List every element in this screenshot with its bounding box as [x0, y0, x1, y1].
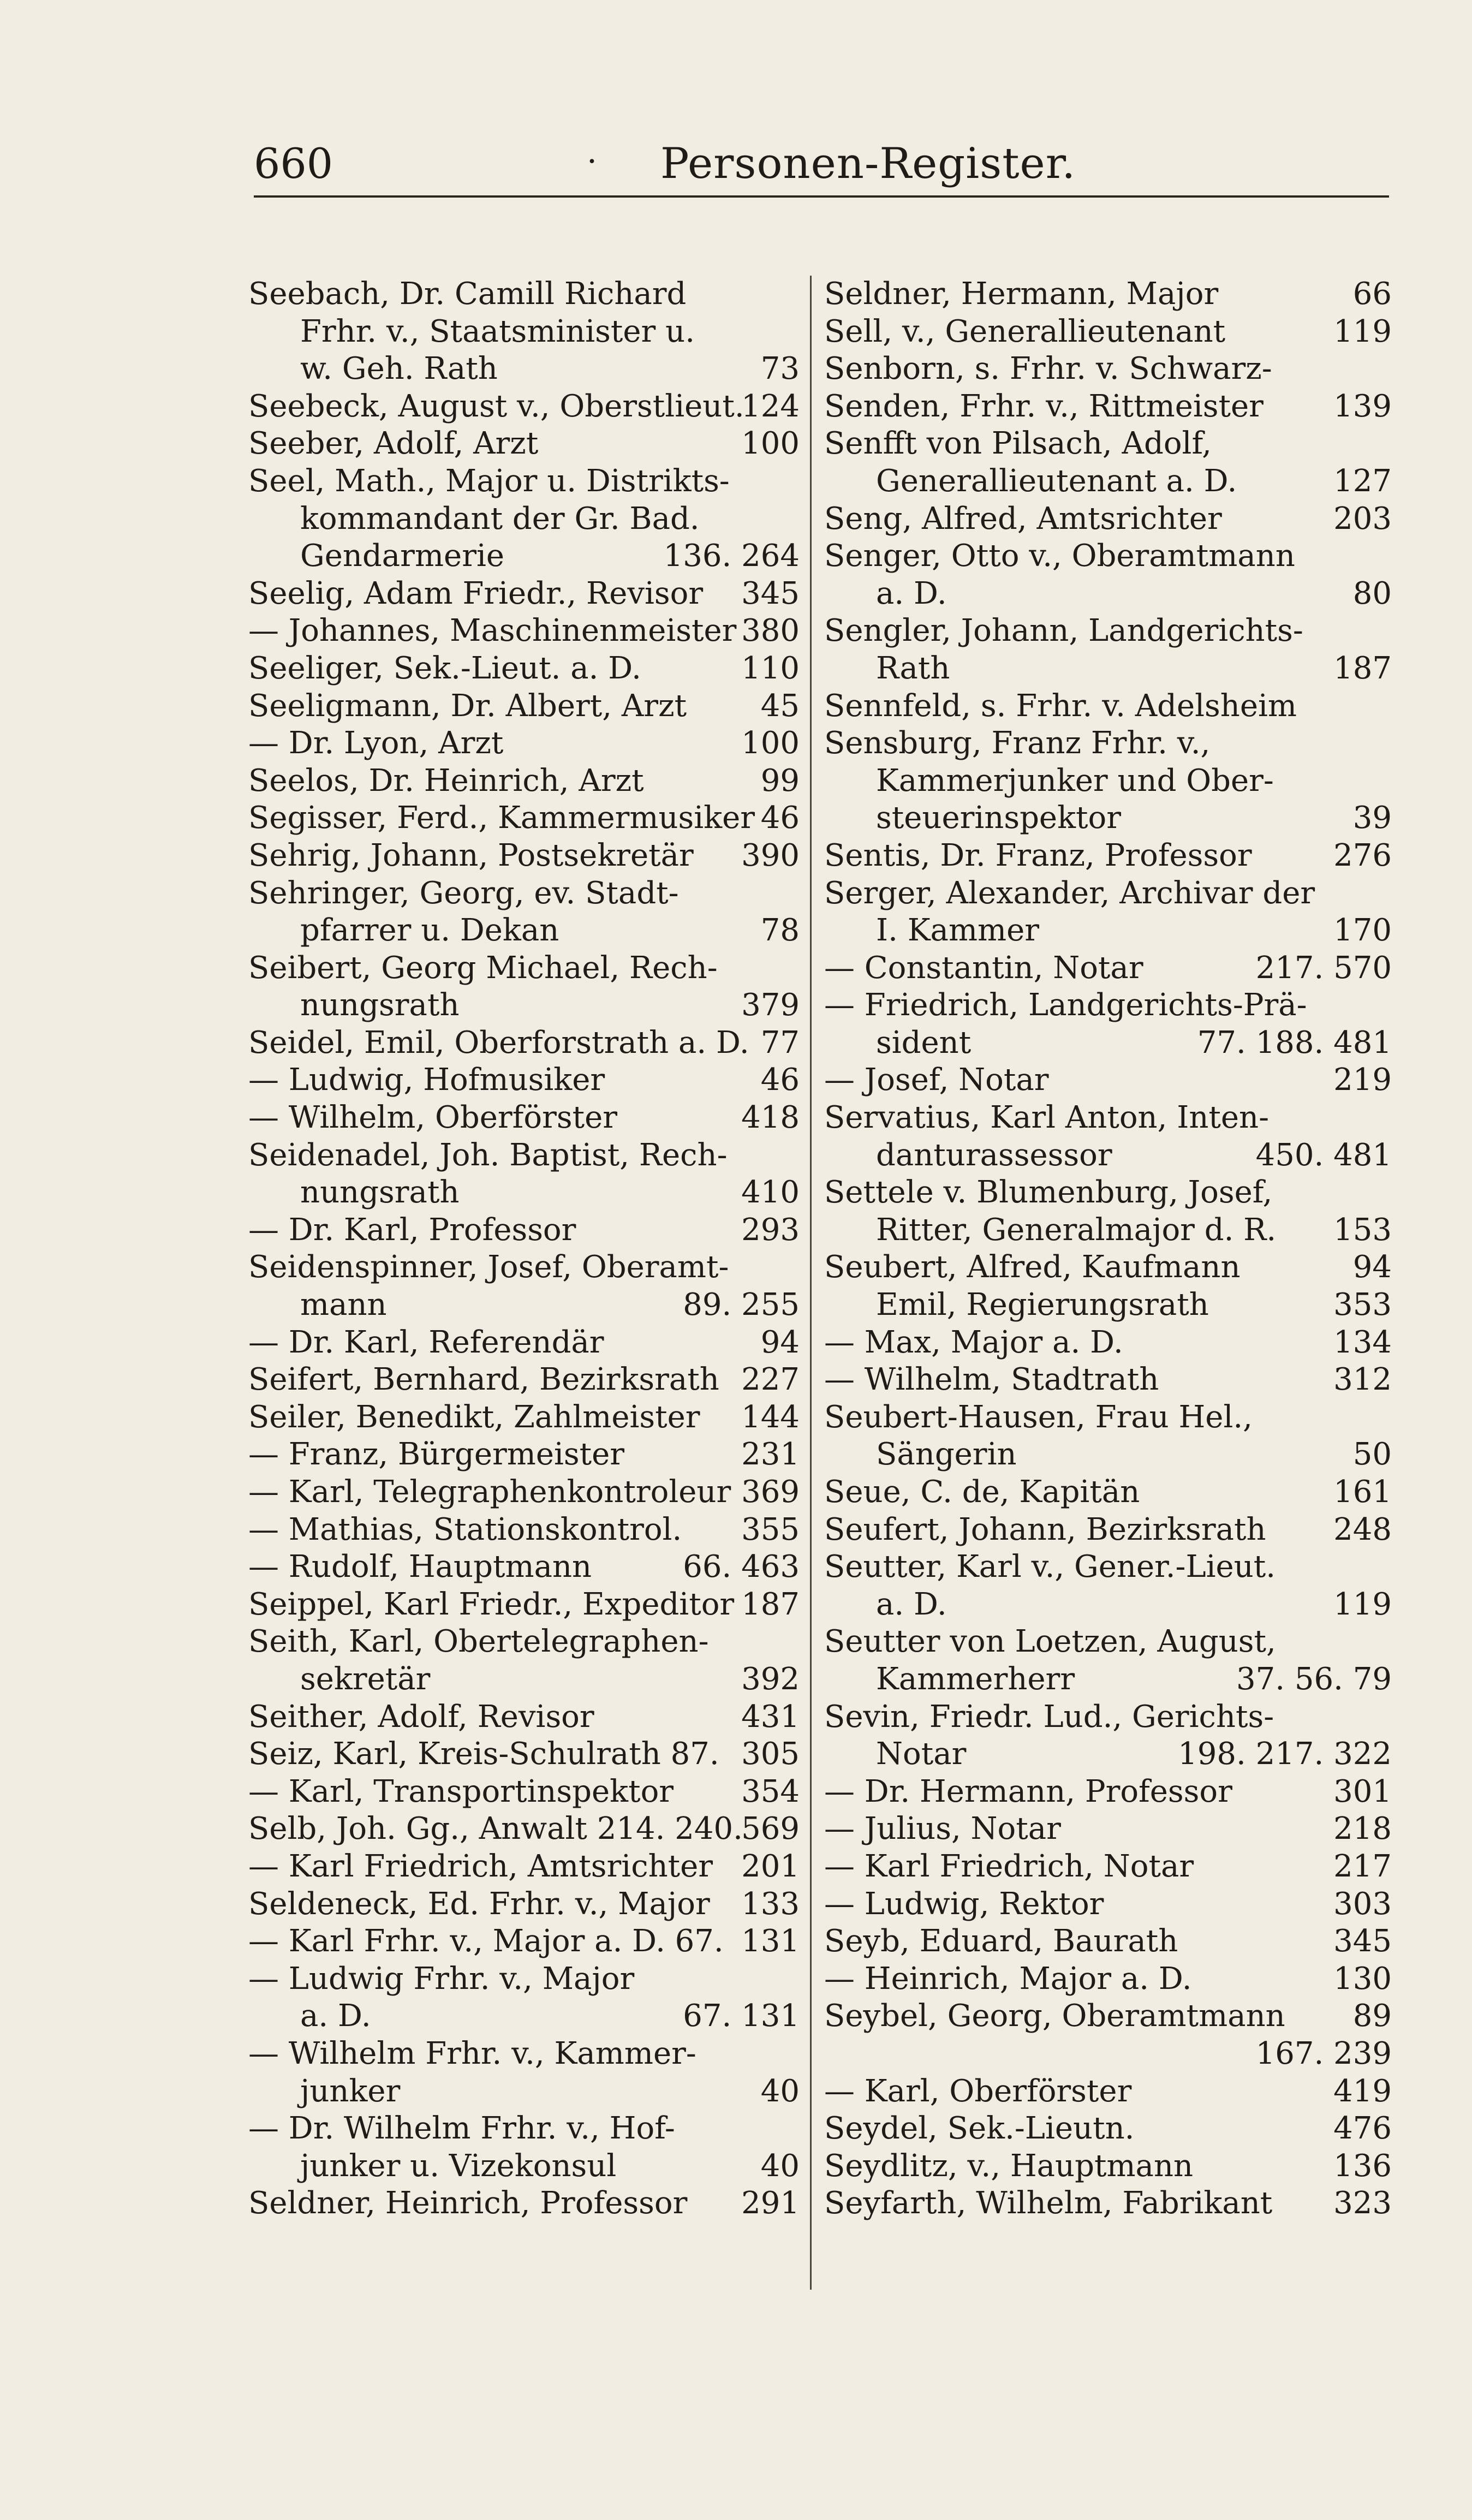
- index-entry-line: [248, 1773, 800, 1811]
- page-references: 390: [741, 837, 800, 873]
- index-entry-line: [248, 875, 800, 913]
- page-references: 136: [1333, 2148, 1392, 2184]
- page-references: 40: [760, 2073, 800, 2109]
- entry-text: — Constantin, Notar: [824, 950, 1143, 986]
- header-rule: [254, 195, 1389, 198]
- index-entry-line: [248, 1998, 800, 2035]
- entry-text: — Wilhelm, Oberförster: [248, 1100, 618, 1136]
- index-entry-line: [248, 2148, 800, 2185]
- page-references: 170: [1333, 913, 1392, 949]
- page-references: 78: [760, 913, 800, 949]
- entry-text: — Wilhelm, Stadtrath: [824, 1362, 1159, 1398]
- index-entry-line: [248, 1661, 800, 1699]
- page-references: 345: [1333, 1923, 1392, 1959]
- index-entry-line: [824, 1511, 1392, 1549]
- index-entry-line: [824, 425, 1392, 463]
- entry-text: — Friedrich, Landgerichts-Prä-: [824, 987, 1307, 1023]
- index-entry-line: [824, 463, 1392, 501]
- index-entry-line: [248, 1886, 800, 1923]
- page-references: 419: [1333, 2073, 1392, 2109]
- page-references: 40: [760, 2148, 800, 2184]
- entry-text: Seidenspinner, Josef, Oberamt-: [248, 1249, 729, 1285]
- entry-text: Servatius, Karl Anton, Inten-: [824, 1100, 1270, 1136]
- right-column: [824, 276, 1392, 2223]
- entry-text: — Karl Friedrich, Amtsrichter: [248, 1848, 713, 1884]
- index-entry-line: [824, 837, 1392, 875]
- entry-text: — Dr. Karl, Referendär: [248, 1324, 604, 1360]
- index-entry-line: [824, 1137, 1392, 1175]
- index-entry-line: [824, 575, 1392, 613]
- index-entry-line: [248, 1062, 800, 1099]
- page-references: 293: [741, 1212, 800, 1248]
- page-references: 67. 131: [683, 1998, 800, 2034]
- running-title: Personen-Register.: [660, 139, 1076, 188]
- page-references: 100: [741, 725, 800, 761]
- entry-text: Senborn, s. Frhr. v. Schwarz-: [824, 351, 1272, 387]
- index-entry-line: [248, 1623, 800, 1661]
- page-references: 187: [1333, 650, 1392, 686]
- entry-text: — Ludwig, Rektor: [824, 1886, 1104, 1922]
- page-references: 139: [1333, 388, 1392, 424]
- index-entry-line: [248, 463, 800, 501]
- page-references: 50: [1352, 1437, 1392, 1473]
- index-entry-line: [824, 762, 1392, 800]
- page-references: 77. 188. 481: [1197, 1024, 1392, 1061]
- page-references: 201: [741, 1848, 800, 1884]
- index-entry-line: [248, 1324, 800, 1362]
- index-entry-line: [824, 1548, 1392, 1586]
- index-entry-line: [248, 2073, 800, 2111]
- page-references: 127: [1333, 463, 1392, 499]
- index-entry-line: [824, 1736, 1392, 1773]
- page-references: 66. 463: [683, 1549, 800, 1585]
- entry-text: Seidenadel, Joh. Baptist, Rech-: [248, 1137, 728, 1173]
- index-entry-line: [248, 762, 800, 800]
- entry-text: a. D.: [300, 1998, 371, 2034]
- index-entry-line: [248, 1699, 800, 1736]
- page-references: 392: [741, 1661, 800, 1697]
- page-references: 130: [1333, 1961, 1392, 1997]
- index-entry-line: [824, 2073, 1392, 2111]
- page-references: 131: [741, 1923, 800, 1959]
- entry-text: Seydlitz, v., Hauptmann: [824, 2148, 1194, 2184]
- index-entry-line: [824, 1586, 1392, 1624]
- index-entry-line: [248, 388, 800, 426]
- entry-text: Senger, Otto v., Oberamtmann: [824, 538, 1295, 574]
- entry-text: — Ludwig, Hofmusiker: [248, 1062, 605, 1098]
- index-entry-line: [824, 2148, 1392, 2185]
- entry-text: — Dr. Wilhelm Frhr. v., Hof-: [248, 2111, 675, 2147]
- index-entry-line: [248, 538, 800, 575]
- page-references: 354: [741, 1773, 800, 1809]
- index-entry-line: [248, 987, 800, 1024]
- index-entry-line: [824, 875, 1392, 913]
- index-entry-line: [824, 2185, 1392, 2223]
- page-references: 136. 264: [663, 538, 800, 574]
- entry-text: Seutter, Karl v., Gener.-Lieut.: [824, 1549, 1276, 1585]
- index-entry-line: [824, 2110, 1392, 2148]
- entry-text: Notar: [876, 1736, 967, 1772]
- index-entry-line: [824, 1773, 1392, 1811]
- index-entry-line: [824, 1174, 1392, 1212]
- index-entry-line: [248, 1736, 800, 1773]
- index-entry-line: [824, 1923, 1392, 1961]
- entry-text: — Josef, Notar: [824, 1062, 1049, 1098]
- index-entry-line: [248, 1212, 800, 1249]
- entry-text: — Dr. Hermann, Professor: [824, 1773, 1232, 1809]
- page-references: 355: [741, 1511, 800, 1547]
- index-entry-line: [248, 1286, 800, 1324]
- page-references: 89. 255: [683, 1287, 800, 1323]
- entry-text: pfarrer u. Dekan: [300, 913, 559, 949]
- index-entry-line: [824, 1436, 1392, 1474]
- index-entry-line: [824, 1623, 1392, 1661]
- page-references: 66: [1352, 276, 1392, 312]
- entry-text: a. D.: [876, 1586, 947, 1622]
- index-entry-line: [824, 313, 1392, 351]
- index-entry-line: [824, 688, 1392, 725]
- entry-text: Sensburg, Franz Frhr. v.,: [824, 725, 1211, 761]
- entry-text: Seydel, Sek.-Lieutn.: [824, 2111, 1135, 2147]
- entry-text: I. Kammer: [876, 913, 1040, 949]
- entry-text: Seyfarth, Wilhelm, Fabrikant: [824, 2185, 1273, 2221]
- entry-text: Seybel, Georg, Oberamtmann: [824, 1998, 1285, 2034]
- entry-text: danturassessor: [876, 1137, 1112, 1173]
- index-entry-line: [248, 1548, 800, 1586]
- page-references: 45: [760, 688, 800, 724]
- index-entry-line: [248, 2185, 800, 2223]
- page-references: 380: [741, 613, 800, 649]
- index-entry-line: [824, 388, 1392, 426]
- page-references: 217. 570: [1255, 950, 1392, 986]
- page-number: 660: [254, 139, 333, 188]
- entry-text: Seebach, Dr. Camill Richard: [248, 276, 687, 312]
- entry-text: Sevin, Friedr. Lud., Gerichts-: [824, 1699, 1274, 1735]
- page-references: 301: [1333, 1773, 1392, 1809]
- index-entry-line: [824, 1062, 1392, 1099]
- index-entry-line: [248, 1586, 800, 1624]
- page-references: 133: [741, 1886, 800, 1922]
- page-references: 39: [1352, 800, 1392, 836]
- index-entry-line: [824, 501, 1392, 538]
- entry-text: Seifert, Bernhard, Bezirksrath: [248, 1362, 719, 1398]
- entry-text: junker u. Vizekonsul: [300, 2148, 617, 2184]
- entry-text: Senden, Frhr. v., Rittmeister: [824, 388, 1264, 424]
- index-entry-line: [824, 1661, 1392, 1699]
- entry-text: Seufert, Johann, Bezirksrath: [824, 1511, 1266, 1547]
- entry-text: Sängerin: [876, 1437, 1017, 1473]
- page-references: 418: [741, 1100, 800, 1136]
- header-dot: ·: [587, 142, 598, 181]
- index-entry-line: [248, 688, 800, 725]
- page-references: 476: [1333, 2111, 1392, 2147]
- index-entry-line: [248, 425, 800, 463]
- entry-text: — Franz, Bürgermeister: [248, 1437, 625, 1473]
- entry-text: sekretär: [300, 1661, 431, 1697]
- page-references: 291: [741, 2185, 800, 2221]
- page-references: 110: [741, 650, 800, 686]
- entry-text: — Karl, Telegraphenkontroleur: [248, 1474, 731, 1510]
- entry-text: w. Geh. Rath: [300, 351, 498, 387]
- page-references: 450. 481: [1255, 1137, 1392, 1173]
- index-entry-line: [248, 950, 800, 987]
- page-references: 119: [1333, 313, 1392, 349]
- index-entry-line: [824, 1099, 1392, 1137]
- entry-text: Frhr. v., Staatsminister u.: [300, 313, 695, 349]
- index-entry-line: [824, 800, 1392, 837]
- index-entry-line: [248, 612, 800, 650]
- index-entry-line: [824, 1324, 1392, 1362]
- entry-text: Seiz, Karl, Kreis-Schulrath 87.: [248, 1736, 719, 1772]
- entry-text: — Rudolf, Hauptmann: [248, 1549, 592, 1585]
- entry-text: — Dr. Karl, Professor: [248, 1212, 576, 1248]
- index-entry-line: [248, 1399, 800, 1437]
- entry-text: Ritter, Generalmajor d. R.: [876, 1212, 1277, 1248]
- entry-text: — Max, Major a. D.: [824, 1324, 1123, 1360]
- index-entry-line: [248, 1810, 800, 1848]
- index-entry-line: [824, 1024, 1392, 1062]
- page-references: 431: [741, 1699, 800, 1735]
- index-entry-line: [248, 1137, 800, 1175]
- entry-text: Seith, Karl, Obertelegraphen-: [248, 1624, 709, 1660]
- entry-text: Seldeneck, Ed. Frhr. v., Major: [248, 1886, 710, 1922]
- entry-text: — Karl Frhr. v., Major a. D. 67.: [248, 1923, 724, 1959]
- index-entry-line: [248, 1099, 800, 1137]
- page-references: 227: [741, 1362, 800, 1398]
- index-entry-line: [824, 1286, 1392, 1324]
- entry-text: Selb, Joh. Gg., Anwalt 214. 240.: [248, 1811, 743, 1847]
- entry-text: — Karl, Transportinspektor: [248, 1773, 674, 1809]
- page-references: 46: [760, 1062, 800, 1098]
- entry-text: — Mathias, Stationskontrol.: [248, 1511, 682, 1547]
- index-entry-line: [824, 912, 1392, 950]
- index-entry-line: [248, 1024, 800, 1062]
- page-header: [254, 139, 1389, 188]
- entry-text: Seelig, Adam Friedr., Revisor: [248, 575, 704, 611]
- entry-text: Generallieutenant a. D.: [876, 463, 1237, 499]
- column-divider: [810, 276, 812, 2290]
- page-references: 569: [741, 1811, 800, 1847]
- page-references: 100: [741, 426, 800, 462]
- index-entry-line: [248, 1249, 800, 1286]
- index-entry-line: [824, 1212, 1392, 1249]
- page-references: 37. 56. 79: [1236, 1661, 1392, 1697]
- entry-text: sident: [876, 1024, 972, 1061]
- page-references: 410: [741, 1175, 800, 1211]
- index-entry-line: [248, 1511, 800, 1549]
- page-references: 94: [760, 1324, 800, 1360]
- page-references: 323: [1333, 2185, 1392, 2221]
- index-entry-line: [824, 1474, 1392, 1511]
- page-references: 124: [741, 388, 800, 424]
- index-entry-line: [824, 650, 1392, 688]
- entry-text: Seubert-Hausen, Frau Hel.,: [824, 1399, 1253, 1435]
- index-entry-line: [248, 2110, 800, 2148]
- entry-text: Sehrig, Johann, Postsekretär: [248, 837, 694, 873]
- page-references: 248: [1333, 1511, 1392, 1547]
- page-references: 203: [1333, 501, 1392, 537]
- index-entry-line: [824, 987, 1392, 1024]
- entry-text: Kammerherr: [876, 1661, 1075, 1697]
- index-entry-line: [248, 501, 800, 538]
- entry-text: Seeber, Adolf, Arzt: [248, 426, 539, 462]
- index-entry-line: [248, 350, 800, 388]
- index-entry-line: [824, 725, 1392, 762]
- entry-text: steuerinspektor: [876, 800, 1121, 836]
- entry-text: kommandant der Gr. Bad.: [300, 501, 700, 537]
- entry-text: nungsrath: [300, 1175, 460, 1211]
- entry-text: Emil, Regierungsrath: [876, 1287, 1209, 1323]
- entry-text: nungsrath: [300, 987, 460, 1023]
- page-references: 217: [1333, 1848, 1392, 1884]
- page-references: 46: [760, 800, 800, 836]
- index-entry-line: [824, 1399, 1392, 1437]
- left-column: [248, 276, 800, 2223]
- entry-text: Sentis, Dr. Franz, Professor: [824, 837, 1252, 873]
- page-references: 312: [1333, 1362, 1392, 1398]
- entry-text: Seebeck, August v., Oberstlieut.: [248, 388, 744, 424]
- index-entry-line: [824, 1998, 1392, 2035]
- index-entry-line: [824, 350, 1392, 388]
- index-entry-line: [824, 1361, 1392, 1399]
- page-references: 219: [1333, 1062, 1392, 1098]
- entry-text: Seeligmann, Dr. Albert, Arzt: [248, 688, 687, 724]
- entry-text: Serger, Alexander, Archivar der: [824, 875, 1315, 911]
- entry-text: Seiler, Benedikt, Zahlmeister: [248, 1399, 700, 1435]
- entry-text: Segisser, Ferd., Kammermusiker: [248, 800, 755, 836]
- page-references: 276: [1333, 837, 1392, 873]
- entry-text: — Dr. Lyon, Arzt: [248, 725, 504, 761]
- index-entry-line: [248, 276, 800, 313]
- page-references: 231: [741, 1437, 800, 1473]
- page-references: 153: [1333, 1212, 1392, 1248]
- page-references: 353: [1333, 1287, 1392, 1323]
- page-references: 99: [760, 762, 800, 799]
- entry-text: — Johannes, Maschinenmeister: [248, 613, 737, 649]
- entry-text: Rath: [876, 650, 950, 686]
- index-entry-line: [824, 1848, 1392, 1886]
- index-entry-line: [248, 725, 800, 762]
- entry-text: Seyb, Eduard, Baurath: [824, 1923, 1178, 1959]
- index-entry-line: [824, 2035, 1392, 2073]
- index-entry-line: [248, 837, 800, 875]
- entry-text: Sell, v., Generallieutenant: [824, 313, 1226, 349]
- entry-text: Sehringer, Georg, ev. Stadt-: [248, 875, 679, 911]
- index-entry-line: [824, 950, 1392, 987]
- index-entry-line: [248, 800, 800, 837]
- page-references: 144: [741, 1399, 800, 1435]
- entry-text: Sengler, Johann, Landgerichts-: [824, 613, 1303, 649]
- entry-text: a. D.: [876, 575, 947, 611]
- page-references: 303: [1333, 1886, 1392, 1922]
- entry-text: Kammerjunker und Ober-: [876, 762, 1274, 799]
- entry-text: Seidel, Emil, Oberforstrath a. D.: [248, 1024, 749, 1061]
- entry-text: Seither, Adolf, Revisor: [248, 1699, 594, 1735]
- index-entry-line: [824, 1886, 1392, 1923]
- page-references: 218: [1333, 1811, 1392, 1847]
- entry-text: mann: [300, 1287, 387, 1323]
- entry-text: Seel, Math., Major u. Distrikts-: [248, 463, 730, 499]
- page-references: 134: [1333, 1324, 1392, 1360]
- entry-text: — Julius, Notar: [824, 1811, 1061, 1847]
- entry-text: Sennfeld, s. Frhr. v. Adelsheim: [824, 688, 1297, 724]
- entry-text: Settele v. Blumenburg, Josef,: [824, 1175, 1273, 1211]
- entry-text: — Heinrich, Major a. D.: [824, 1961, 1192, 1997]
- page-references: 198. 217. 322: [1178, 1736, 1392, 1772]
- page-references: 73: [760, 351, 800, 387]
- page-references: 305: [741, 1736, 800, 1772]
- page-references: 80: [1352, 575, 1392, 611]
- entry-text: Seippel, Karl Friedr., Expeditor: [248, 1586, 735, 1622]
- index-entry-line: [824, 1810, 1392, 1848]
- page-references: 345: [741, 575, 800, 611]
- entry-text: — Karl, Oberförster: [824, 2073, 1132, 2109]
- entry-text: Seldner, Hermann, Major: [824, 276, 1219, 312]
- index-entry-line: [824, 1961, 1392, 1998]
- page-references: 187: [741, 1586, 800, 1622]
- entry-text: Seubert, Alfred, Kaufmann: [824, 1249, 1241, 1285]
- index-entry-line: [248, 575, 800, 613]
- entry-text: Seldner, Heinrich, Professor: [248, 2185, 688, 2221]
- entry-text: Senfft von Pilsach, Adolf,: [824, 426, 1212, 462]
- page-references: 94: [1352, 1249, 1392, 1285]
- index-entry-line: [248, 1474, 800, 1511]
- index-entry-line: [248, 1961, 800, 1998]
- index-entry-line: [248, 912, 800, 950]
- page-references: 119: [1333, 1586, 1392, 1622]
- entry-text: Seutter von Loetzen, August,: [824, 1624, 1276, 1660]
- index-entry-line: [248, 650, 800, 688]
- index-entry-line: [248, 313, 800, 351]
- entry-text: Seeliger, Sek.-Lieut. a. D.: [248, 650, 641, 686]
- index-entry-line: [248, 1361, 800, 1399]
- page-references: 89: [1352, 1998, 1392, 2034]
- index-entry-line: [248, 1436, 800, 1474]
- entry-text: Seibert, Georg Michael, Rech-: [248, 950, 718, 986]
- page-references: 369: [741, 1474, 800, 1510]
- index-entry-line: [248, 1174, 800, 1212]
- page-references: 167. 239: [1255, 2035, 1392, 2071]
- entry-text: — Wilhelm Frhr. v., Kammer-: [248, 2035, 696, 2071]
- index-entry-line: [824, 612, 1392, 650]
- index-entry-line: [248, 2035, 800, 2073]
- page-references: 77: [760, 1024, 800, 1061]
- entry-text: junker: [300, 2073, 401, 2109]
- entry-text: Seue, C. de, Kapitän: [824, 1474, 1140, 1510]
- entry-text: Seng, Alfred, Amtsrichter: [824, 501, 1222, 537]
- index-entry-line: [248, 1848, 800, 1886]
- index-entry-line: [824, 538, 1392, 575]
- entry-text: Seelos, Dr. Heinrich, Arzt: [248, 762, 644, 799]
- entry-text: Gendarmerie: [300, 538, 505, 574]
- index-entry-line: [248, 1923, 800, 1961]
- entry-text: — Ludwig Frhr. v., Major: [248, 1961, 635, 1997]
- page-references: 379: [741, 987, 800, 1023]
- index-entry-line: [824, 1249, 1392, 1286]
- index-entry-line: [824, 1699, 1392, 1736]
- entry-text: — Karl Friedrich, Notar: [824, 1848, 1194, 1884]
- page-references: 161: [1333, 1474, 1392, 1510]
- index-entry-line: [824, 276, 1392, 313]
